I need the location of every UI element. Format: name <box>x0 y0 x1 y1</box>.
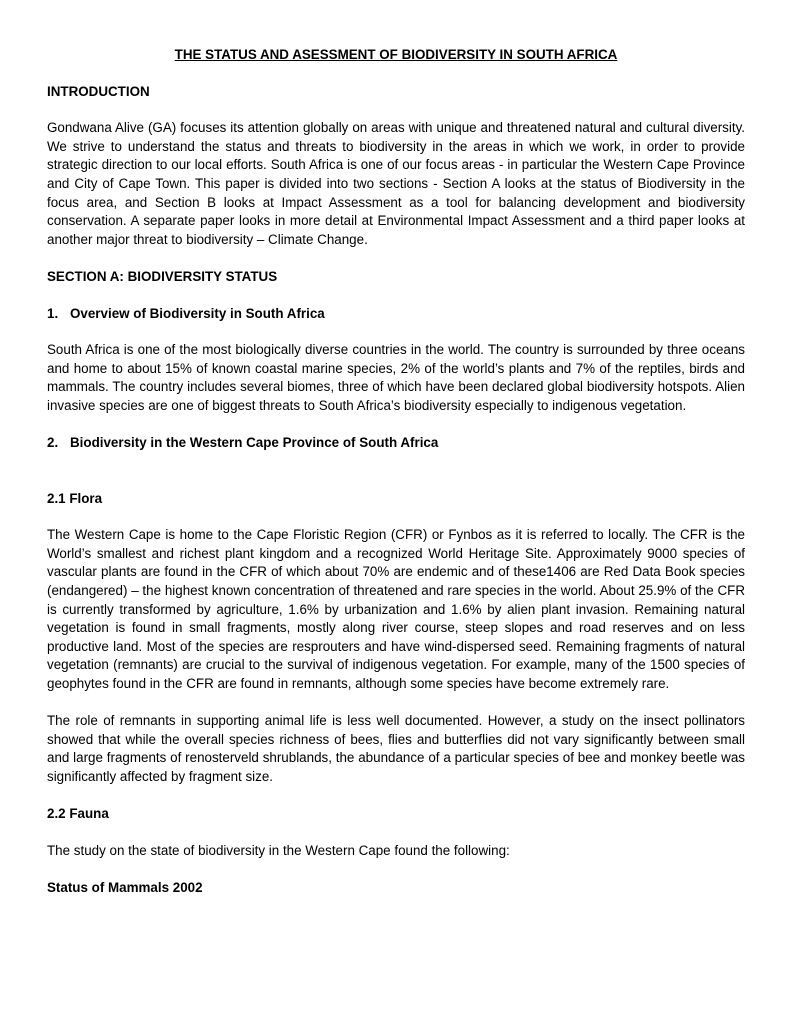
section-a-heading: SECTION A: BIODIVERSITY STATUS <box>47 268 278 284</box>
fauna-paragraph: The study on the state of biodiversity in the Western Cape found the following: <box>47 842 510 858</box>
fauna-heading: 2.2 Fauna <box>47 806 109 822</box>
western-cape-heading-text: Biodiversity in the Western Cape Province of South Africa <box>70 435 439 451</box>
document-page <box>47 46 745 916</box>
introduction-heading: INTRODUCTION <box>47 83 150 99</box>
overview-heading-number: 1. <box>47 305 59 321</box>
flora-paragraph-1: The Western Cape is home to the Cape Floristic Region (CFR) or Fynbos as it is referred to locally. The CFR is the World’s smallest and richest plant kingdom and a recognized World Heritage Site. Approximately 9000 species of vascular plants are found in the CFR of which about 70% are endemic and of these1406 are Red Data Book species (endangered) – the highest known concentration of threatened and rare species in the world. About 25.9% of the CFR is currently transformed by agriculture, 1.6% by urbanization and 1.6% by alien plant invasion. Remaining natural vegetation is found in small fragments, mostly along river course, steep slopes and road reserves and on less productive land. Most of the species are resprouters and have wind-dispersed seed. Remaining fragments of natural vegetation (remnants) are crucial to the survival of indigenous vegetation. For example, many of the 1500 species of geophytes found in the CFR are found in remnants, although some species have become extremely rare. <box>47 527 745 692</box>
overview-heading-text: Overview of Biodiversity in South Africa <box>70 305 325 321</box>
overview-heading <box>47 305 745 324</box>
flora-heading: 2.1 Flora <box>47 490 103 506</box>
mammals-status-heading: Status of Mammals 2002 <box>47 879 203 895</box>
introduction-paragraph: Gondwana Alive (GA) focuses its attention globally on areas with unique and threatened natural and cultural diversity. We strive to understand the status and threats to biodiversity in the areas in which we work, in order to provide strategic direction to our local efforts. South Africa is one of our focus areas - in particular the Western Cape Province and City of Cape Town. This paper is divided into two sections - Section A looks at the status of Biodiversity in the focus area, and Section B looks at Impact Assessment as a tool for balancing development and biodiversity conservation. A separate paper looks in more detail at Environmental Impact Assessment and a third paper looks at another major threat to biodiversity – Climate Change. <box>47 120 745 247</box>
document-title: THE STATUS AND ASESSMENT OF BIODIVERSITY IN SOUTH AFRICA <box>174 47 618 62</box>
western-cape-heading <box>47 434 745 453</box>
western-cape-heading-number: 2. <box>47 435 59 451</box>
overview-paragraph: South Africa is one of the most biologically diverse countries in the world. The country is surrounded by three oceans and home to about 15% of known coastal marine species, 2% of the world’s plants and 7% of the reptiles, birds and mammals. The country includes several biomes, three of which have been declared global biodiversity hotspots. Alien invasive species are one of biggest threats to South Africa’s biodiversity especially to indigenous vegetation. <box>47 342 745 413</box>
flora-paragraph-2: The role of remnants in supporting animal life is less well documented. However, a study on the insect pollinators showed that while the overall species richness of bees, flies and butterflies did not vary significantly between small and large fragments of renosterveld shrublands, the abundance of a particular species of bee and monkey beetle was significantly affected by fragment size. <box>47 713 745 784</box>
